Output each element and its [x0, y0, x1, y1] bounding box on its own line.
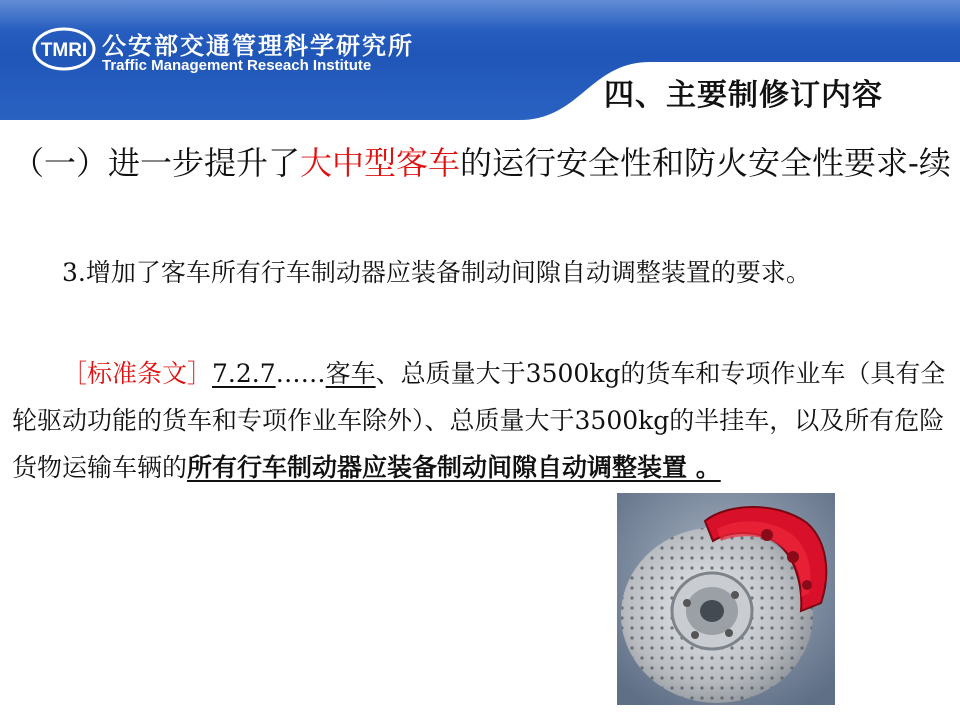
heading-post: 的运行安全性和防火安全性要求-续	[460, 144, 951, 182]
item-3-text: 3.增加了客车所有行车制动器应装备制动间隙自动调整装置的要求。	[62, 258, 811, 287]
org-name-en: Traffic Management Reseach Institute	[102, 57, 372, 74]
disc-brake-photo	[617, 493, 835, 705]
clause-vehicle: 客车	[325, 359, 376, 388]
heading-pre: （一）进一步提升了	[12, 144, 301, 182]
heading-highlight: 大中型客车	[300, 144, 461, 182]
tmri-logo	[32, 26, 96, 72]
clause-body: 、总质量大于3500kg的货车和专项作业车（具有全轮驱动功能的货车和专项作业车除外）、总质量大于3500kg的半挂车，以及所有危险货物运输车辆的	[12, 359, 946, 482]
logo-text: TMRI	[40, 40, 88, 61]
slide-heading	[12, 138, 957, 188]
clause-emphasis: 所有行车制动器应装备制动间隙自动调整装置 。	[187, 453, 721, 482]
clause-paragraph	[12, 350, 957, 491]
header-banner	[0, 0, 960, 120]
clause-label: ［标准条文］	[62, 359, 213, 388]
item-3-paragraph	[12, 250, 957, 295]
clause-ellipsis: ……	[275, 359, 326, 388]
org-name-cn: 公安部交通管理科学研究所	[102, 32, 414, 60]
section-title: 四、主要制修订内容	[604, 78, 883, 113]
clause-number: 7.2.7	[212, 359, 276, 388]
